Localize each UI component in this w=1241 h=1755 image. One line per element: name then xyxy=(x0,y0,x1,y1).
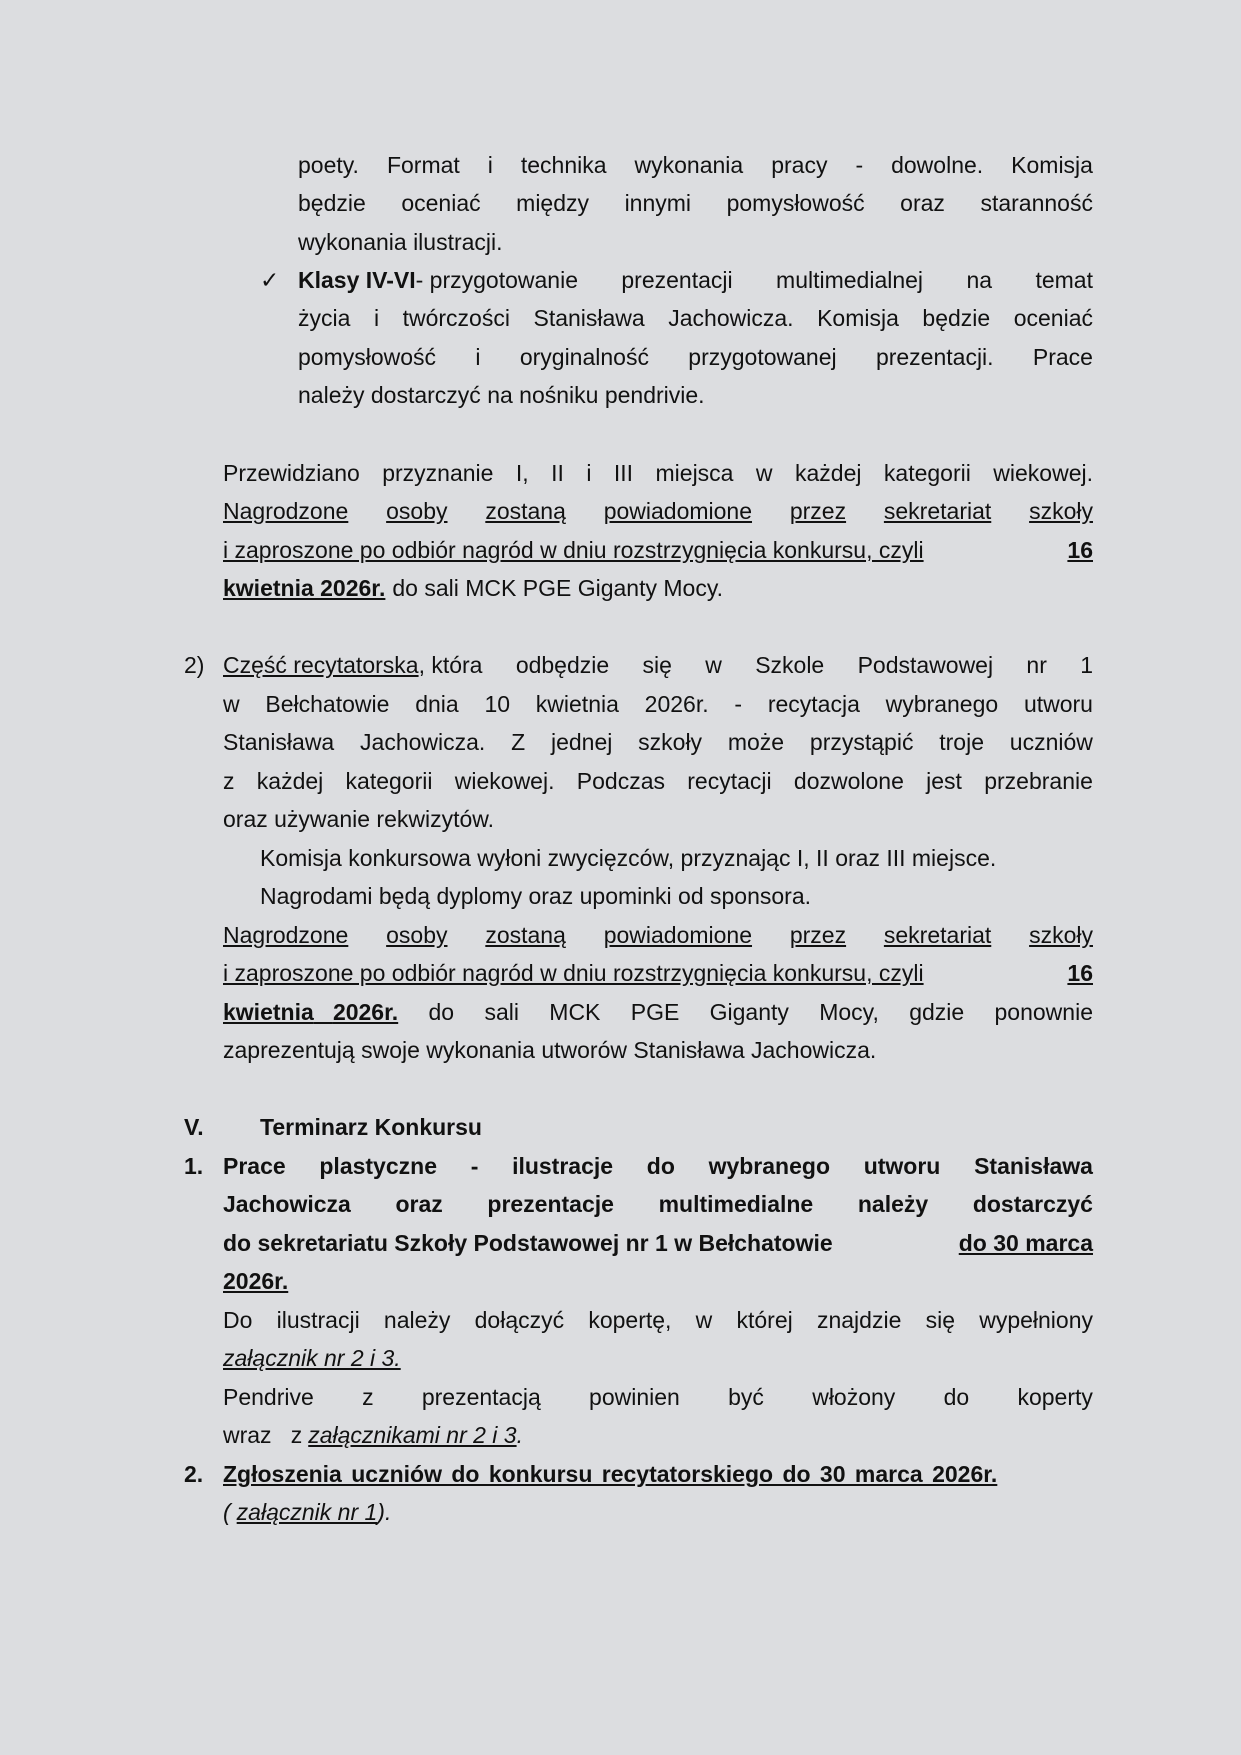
word: dowolne. xyxy=(891,152,984,178)
word: powinien xyxy=(589,1384,680,1410)
word: dnia xyxy=(415,691,459,717)
paragraph-line xyxy=(298,184,1093,222)
word: kategorii xyxy=(883,460,971,486)
word: jest xyxy=(926,768,962,794)
word: Jachowicza. xyxy=(668,305,794,331)
word: i xyxy=(487,152,493,178)
line-text: należy dostarczyć na nośniku pendrivie. xyxy=(298,382,705,408)
word: prezentacji. xyxy=(875,344,994,370)
word: zostaną xyxy=(485,498,566,524)
word: miejsca xyxy=(655,460,734,486)
word: jednej xyxy=(550,729,613,755)
paragraph-line xyxy=(223,800,501,838)
attachment-ref: załącznikami nr 2 i 3 xyxy=(308,1422,517,1448)
word: każdej xyxy=(794,460,862,486)
line-text: zaprezentują swoje wykonania utworów Stanisława Jachowicza. xyxy=(223,1037,877,1063)
word: ilustracji xyxy=(276,1307,360,1333)
word: recytacji xyxy=(687,768,772,794)
word: odbędzie xyxy=(515,652,610,678)
word: i xyxy=(475,344,481,370)
word: Szkole xyxy=(755,652,825,678)
paragraph-line xyxy=(223,685,1093,723)
word: szkoły xyxy=(638,729,703,755)
word: do xyxy=(943,1384,970,1410)
word: być xyxy=(728,1384,764,1410)
word: , która xyxy=(418,652,483,678)
paragraph-line xyxy=(298,299,1093,337)
word: Do xyxy=(223,1307,253,1333)
word: gdzie xyxy=(909,999,965,1025)
paragraph-line xyxy=(223,569,730,607)
word: osoby xyxy=(386,922,448,948)
paragraph-line xyxy=(223,454,1093,492)
word: Przewidziano xyxy=(223,460,360,486)
word: Komisja xyxy=(817,305,899,331)
word: i xyxy=(373,305,380,331)
paragraph-line xyxy=(298,376,712,414)
word: prezentacją xyxy=(421,1384,541,1410)
paragraph-line xyxy=(298,261,1093,299)
word: innymi xyxy=(624,190,692,216)
word: wybranego xyxy=(885,691,999,717)
word: oraz xyxy=(900,190,945,216)
word: zostaną xyxy=(485,922,566,948)
word: pracy xyxy=(771,152,828,178)
paragraph-line xyxy=(223,1455,1004,1493)
word: przez xyxy=(789,498,847,524)
section-title: Część recytatorska xyxy=(223,652,419,678)
word: oceniać xyxy=(401,190,481,216)
word: PGE xyxy=(630,999,680,1025)
word: Nagrodzone xyxy=(223,498,349,524)
word: Stanisława xyxy=(974,1153,1093,1179)
word: będzie xyxy=(298,190,366,216)
word: w xyxy=(705,652,722,678)
word: szkoły xyxy=(1029,922,1093,948)
word: dołączyć xyxy=(474,1307,565,1333)
word: Format xyxy=(386,152,460,178)
word: i xyxy=(586,460,592,486)
word: Nagrodzone xyxy=(223,922,349,948)
paragraph-line xyxy=(223,993,1093,1031)
word: oraz xyxy=(395,1191,443,1217)
word: przygotowanej xyxy=(688,344,837,370)
word: przyznanie xyxy=(382,460,494,486)
word: multimedialnej xyxy=(776,267,924,293)
word: sali xyxy=(484,999,519,1025)
word: recytacja xyxy=(767,691,860,717)
word: ilustracje xyxy=(512,1153,614,1179)
punctuation: . xyxy=(516,1422,523,1448)
word: w xyxy=(755,460,773,486)
word: wiekowej. xyxy=(454,768,555,794)
word: której xyxy=(736,1307,793,1333)
list-marker: 1. xyxy=(184,1153,204,1179)
word: utworu xyxy=(1023,691,1093,717)
word: powiadomione xyxy=(603,922,753,948)
word: 1 xyxy=(1080,652,1093,678)
word: się xyxy=(925,1307,955,1333)
word: temat xyxy=(1035,267,1093,293)
section-number: V. xyxy=(184,1114,204,1140)
word: należy xyxy=(383,1307,451,1333)
word: przystąpić xyxy=(809,729,914,755)
punctuation: ( xyxy=(223,1499,231,1525)
date-text: 16 xyxy=(1067,537,1093,563)
word: Prace xyxy=(223,1153,286,1179)
word: z xyxy=(362,1384,374,1410)
line-text: do sekretariatu Szkoły Podstawowej nr 1 w Bełchatowie xyxy=(223,1230,833,1256)
paragraph-line xyxy=(223,1416,530,1454)
word: przebranie xyxy=(984,768,1093,794)
word: się xyxy=(642,652,672,678)
word: między xyxy=(516,190,590,216)
word: ponownie xyxy=(994,999,1093,1025)
word: życia xyxy=(298,305,351,331)
word: Pendrive xyxy=(223,1384,314,1410)
date-text: kwietnia 2026r. xyxy=(223,575,386,601)
paragraph-line xyxy=(298,223,510,261)
line-text: i zaproszone po odbiór nagród w dniu rozstrzygnięcia konkursu, czyli xyxy=(223,537,924,563)
word: - xyxy=(734,691,743,717)
word: wypełniony xyxy=(979,1307,1093,1333)
paragraph-line xyxy=(298,146,1093,184)
word: Z xyxy=(511,729,526,755)
paragraph-line xyxy=(223,1493,398,1531)
list-marker: 2) xyxy=(184,652,205,678)
word: Podczas xyxy=(576,768,665,794)
section-heading: Terminarz Konkursu xyxy=(260,1114,482,1140)
word: sekretariat xyxy=(883,922,992,948)
line-text: wykonania ilustracji. xyxy=(298,229,503,255)
word: dostarczyć xyxy=(972,1191,1093,1217)
word: Giganty xyxy=(709,999,789,1025)
paragraph-line xyxy=(223,762,1093,800)
word: twórczości xyxy=(402,305,510,331)
line-text: i zaproszone po odbiór nagród w dniu rozstrzygnięcia konkursu, czyli xyxy=(223,960,924,986)
paragraph-line xyxy=(223,531,1093,569)
attachment-ref: załącznik nr 1 xyxy=(236,1499,378,1525)
word: Stanisława xyxy=(533,305,645,331)
word: kategorii xyxy=(345,768,433,794)
paragraph-line xyxy=(223,1224,1093,1262)
word: przez xyxy=(789,922,847,948)
paragraph-line xyxy=(223,1301,1093,1339)
line-text: Nagrodami będą dyplomy oraz upominki od sponsora. xyxy=(260,883,812,909)
word: staranność xyxy=(980,190,1093,216)
line-text: wraz z xyxy=(223,1422,303,1448)
paragraph-line xyxy=(298,338,1093,376)
word: troje xyxy=(939,729,984,755)
word: I, xyxy=(515,460,529,486)
word: wykonania xyxy=(634,152,744,178)
word: w xyxy=(223,691,240,717)
word: osoby xyxy=(386,498,448,524)
word: Bełchatowie xyxy=(265,691,390,717)
paragraph-line xyxy=(223,1378,1093,1416)
word: - xyxy=(855,152,864,178)
word: Jachowicza. xyxy=(360,729,486,755)
line-text: Komisja konkursowa wyłoni zwycięzców, przyznając I, II oraz III miejsce. xyxy=(260,845,997,871)
checkmark-icon: ✓ xyxy=(260,267,280,293)
word: do xyxy=(646,1153,675,1179)
word: każdej xyxy=(256,768,324,794)
word: pomysłowość xyxy=(298,344,437,370)
word: prezentacji xyxy=(621,267,733,293)
paragraph-line xyxy=(223,1339,408,1377)
word: - przygotowanie xyxy=(415,267,578,293)
word: uczniów xyxy=(1009,729,1093,755)
word: oryginalność xyxy=(519,344,649,370)
word: technika xyxy=(520,152,607,178)
word: wybranego xyxy=(708,1153,830,1179)
word: włożony xyxy=(812,1384,896,1410)
attachment-ref: załącznik nr 2 i 3. xyxy=(223,1345,401,1371)
word: powiadomione xyxy=(603,498,753,524)
word: może xyxy=(727,729,785,755)
word: kopertę, xyxy=(588,1307,672,1333)
word: prezentacje xyxy=(487,1191,614,1217)
paragraph-line xyxy=(260,877,818,915)
word: Komisja xyxy=(1011,152,1093,178)
word: Prace xyxy=(1032,344,1093,370)
paragraph-line xyxy=(223,916,1093,954)
word: - xyxy=(470,1153,479,1179)
word: dozwolone xyxy=(793,768,904,794)
paragraph-line xyxy=(223,492,1093,530)
word: nr xyxy=(1026,652,1047,678)
word: pomysłowość xyxy=(726,190,865,216)
word: 2026r. xyxy=(644,691,709,717)
word: 10 xyxy=(484,691,511,717)
word: multimedialne xyxy=(658,1191,814,1217)
word: plastyczne xyxy=(319,1153,437,1179)
word: z xyxy=(223,768,235,794)
paragraph-line xyxy=(223,1185,1093,1223)
paragraph-line xyxy=(223,1262,295,1300)
paragraph-line xyxy=(223,954,1093,992)
deadline-text: 2026r. xyxy=(223,1268,289,1294)
paragraph-line xyxy=(223,1031,883,1069)
word: na xyxy=(966,267,993,293)
word: III xyxy=(613,460,634,486)
word: znajdzie xyxy=(816,1307,902,1333)
paragraph-line xyxy=(223,1147,1093,1185)
word: oceniać xyxy=(1013,305,1093,331)
word: szkoły xyxy=(1029,498,1093,524)
word: do xyxy=(428,999,455,1025)
punctuation: ). xyxy=(377,1499,392,1525)
paragraph-line xyxy=(260,839,1003,877)
paragraph-line xyxy=(223,723,1093,761)
line-text: oraz używanie rekwizytów. xyxy=(223,806,494,832)
word: w xyxy=(695,1307,713,1333)
word: Jachowicza xyxy=(223,1191,351,1217)
word: koperty xyxy=(1017,1384,1093,1410)
word: Mocy, xyxy=(819,999,879,1025)
word: należy xyxy=(857,1191,929,1217)
paragraph-line xyxy=(223,646,1093,684)
class-label: Klasy IV-VI xyxy=(298,267,416,293)
word: sekretariat xyxy=(883,498,992,524)
word: Podstawowej xyxy=(857,652,994,678)
deadline-text: do 30 marca xyxy=(958,1230,1093,1256)
line-text: do sali MCK PGE Giganty Mocy. xyxy=(392,575,724,601)
deadline-text: Zgłoszenia uczniów do konkursu recytatorskiego do 30 marca 2026r. xyxy=(223,1461,998,1487)
list-marker: 2. xyxy=(184,1461,204,1487)
word: Stanisława xyxy=(223,729,335,755)
word: II xyxy=(551,460,564,486)
word: poety. xyxy=(298,152,359,178)
date-text: 16 xyxy=(1067,960,1093,986)
word: utworu xyxy=(863,1153,941,1179)
word: wiekowej. xyxy=(993,460,1093,486)
date-text: kwietnia 2026r. xyxy=(223,999,399,1025)
word: MCK xyxy=(549,999,601,1025)
word: kwietnia xyxy=(535,691,619,717)
word: będzie xyxy=(922,305,991,331)
